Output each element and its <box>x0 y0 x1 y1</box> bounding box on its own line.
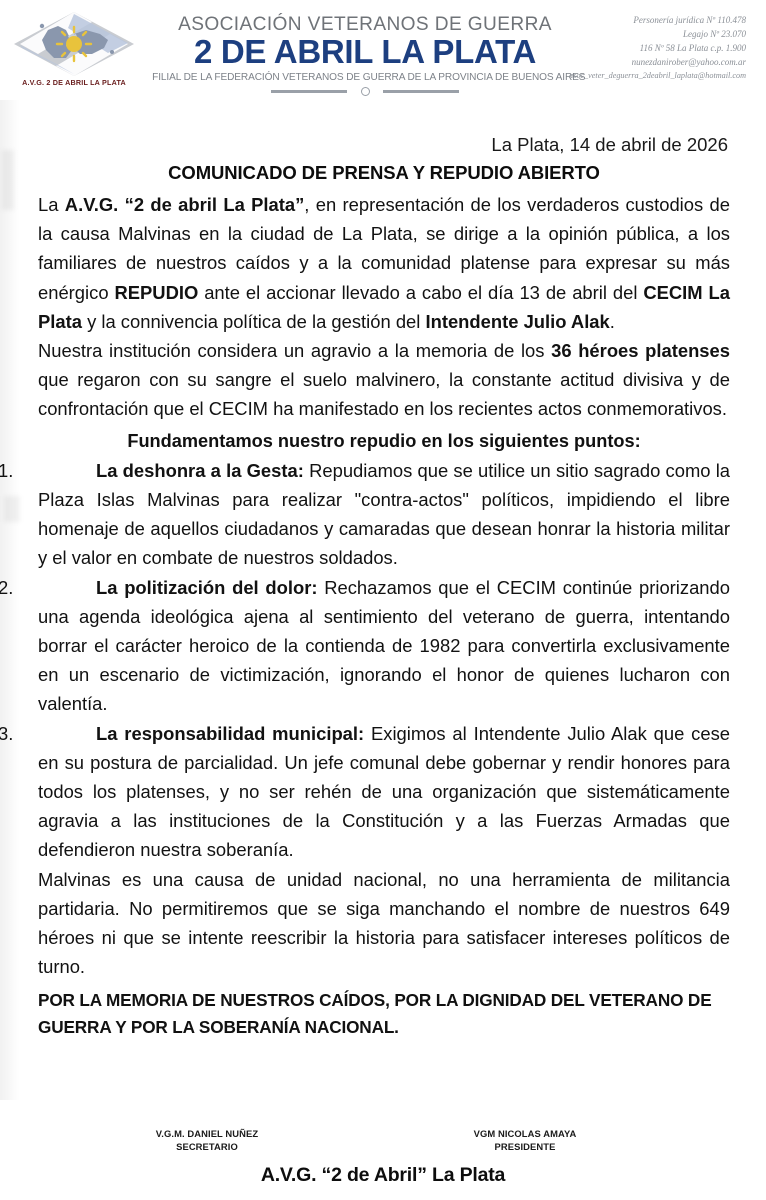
paragraph-conclusion: Malvinas es una causa de unidad nacional, no una herramienta de militancia partidaria. No permitiremos que se siga manchando el nombre de nuestros 649 héroes ni que se intente reescribir la historia para satisfacer intereses políticos de turno. <box>38 868 730 978</box>
closing-statement: POR LA MEMORIA DE NUESTROS CAÍDOS, POR LA DIGNIDAD DEL VETERANO DE GUERRA Y POR LA SOBERANÍA NACIONAL. <box>38 990 712 1038</box>
legal-status: Personería jurídica Nº 110.478 <box>633 15 746 25</box>
list-item <box>38 573 730 719</box>
paragraph-grievance <box>38 336 730 424</box>
malvinas-islands-emblem-icon <box>8 8 140 86</box>
p1-s3: ante el accionar llevado a cabo el día 13 de abril del <box>198 281 644 303</box>
p1-s2: , en representación de los verdaderos custodios de la causa Malvinas en la ciudad de La Plata, se dirige a la opinión pública, a los familiares de nuestros caídos y a la comunidad platense para expresar su más enérgico <box>38 194 730 303</box>
p1-s5: . <box>609 310 615 332</box>
document-title: COMUNICADO DE PRENSA Y REPUDIO ABIERTO <box>168 162 600 183</box>
point-3-text <box>38 719 730 865</box>
p1-b3: CECIM La Plata <box>38 281 730 332</box>
point-1-text <box>38 456 730 573</box>
divider-bar-left <box>271 90 347 93</box>
president-name: VGM NICOLAS AMAYA <box>473 1128 577 1139</box>
postal-address: 116 Nº 58 La Plata c.p. 1.900 <box>639 42 746 53</box>
points-lead-in: Fundamentamos nuestro repudio en los siguientes puntos: <box>127 430 641 451</box>
divider-bar-right <box>383 90 459 93</box>
document-body <box>0 112 766 1041</box>
secretary-role: SECRETARIO <box>176 1140 238 1152</box>
president-role: PRESIDENTE <box>494 1140 556 1152</box>
organization-logo <box>8 8 140 100</box>
logo-caption: A.V.G. 2 DE ABRIL LA PLATA <box>22 78 126 87</box>
organization-signature: A.V.G. “2 de Abril” La Plata <box>260 1164 506 1186</box>
letterhead-title-block <box>150 13 586 96</box>
email-primary: nunezdanirober@yahoo.com.ar <box>631 56 746 67</box>
letterhead <box>0 0 766 108</box>
divider-circle-icon <box>361 87 370 96</box>
list-item <box>38 719 730 865</box>
list-item <box>38 456 730 573</box>
p1-b2: REPUDIO <box>114 281 199 303</box>
repudiation-points-list <box>38 456 730 865</box>
association-line: ASOCIACIÓN VETERANOS DE GUERRA <box>178 13 552 35</box>
date-line: La Plata, 14 de abril de 2026 <box>491 134 728 155</box>
p2-b1: 36 héroes platenses <box>551 340 730 362</box>
p2-s1: Nuestra institución considera un agravio a la memoria de los <box>38 340 552 362</box>
letterhead-contact-block <box>546 14 746 82</box>
p1-s1: La <box>38 194 65 215</box>
point-3-heading: La responsabilidad municipal: <box>96 722 365 744</box>
p1-b1: A.V.G. “2 de abril La Plata” <box>64 194 305 215</box>
signature-secretary <box>92 1128 322 1153</box>
paragraph-intro <box>38 190 730 336</box>
email-secondary: asoc_veter_deguerra_2deabril_laplata@hotmail.com <box>569 70 746 80</box>
point-2-heading: La politización del dolor: <box>96 576 318 598</box>
ornamental-divider <box>271 87 459 96</box>
point-1-heading: La deshonra a la Gesta: <box>96 459 304 481</box>
signature-block <box>0 1128 766 1187</box>
secretary-name: V.G.M. DANIEL NUÑEZ <box>155 1128 259 1139</box>
point-2-body: Rechazamos que el CECIM continúe priorizando una agenda ideológica ajena al sentimiento del veterano de guerra, intentando borrar el carácter heroico de la contienda de 1982 para convertirla exclusivamente en un escenario de victimización, ignorando el honor de quienes lucharon con valentía. <box>38 576 730 715</box>
point-3-body: Exigimos al Intendente Julio Alak que cese en su postura de parcialidad. Un jefe comunal debe gobernar y rendir honores para todos los platenses, y no ser rehén de una organización que sistemáticamente agravia a las instituciones de la Constitución y a las Fuerzas Armadas que defendieron nuestra soberanía. <box>38 722 730 861</box>
signature-president <box>410 1128 640 1153</box>
point-2-text <box>38 573 730 719</box>
p2-s2: que regaron con su sangre el suelo malvinero, la constante actitud divisiva y de confrontación que el CECIM ha manifestado en los recientes actos conmemorativos. <box>38 369 730 420</box>
point-1-body: Repudiamos que se utilice un sitio sagrado como la Plaza Islas Malvinas para realizar "contra-actos" políticos, impidiendo el libre homenaje de aquellos ciudadanos y camaradas que desean honrar la historia militar y el valor en combate de nuestros soldados. <box>38 459 731 569</box>
organization-name: 2 DE ABRIL LA PLATA <box>193 33 537 71</box>
p1-b4: Intendente Julio Alak <box>425 310 610 332</box>
p1-s4: y la connivencia política de la gestión del <box>81 310 426 332</box>
file-number: Legajo Nº 23.070 <box>682 28 746 39</box>
affiliation-line: FILIAL DE LA FEDERACIÓN VETERANOS DE GUERRA DE LA PROVINCIA DE BUENOS AIRES <box>152 72 586 84</box>
